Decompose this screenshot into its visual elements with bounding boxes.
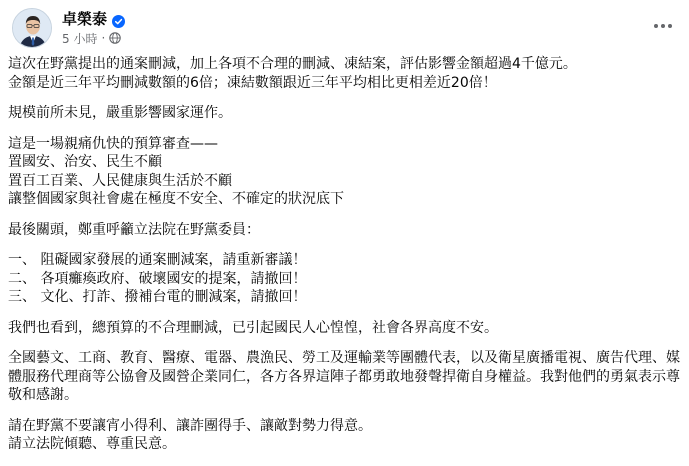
paragraph-review: [8, 135, 682, 209]
text-line: 置國安、治安、民生不顧: [8, 154, 162, 170]
post-body: [8, 55, 682, 466]
list-item: 三、 文化、打詐、撥補台電的刪減案，請撤回！: [8, 289, 307, 305]
avatar-portrait-icon: [13, 9, 52, 48]
text-line: 讓整個國家與社會處在極度不安全、不確定的狀況底下: [8, 191, 344, 207]
paragraph-groups: [8, 349, 682, 405]
post-header: [12, 8, 677, 48]
text-line: 全國藝文、工商、教育、醫療、電器、農漁民、勞工及運輸業等團體代表，以及衛星廣播電視、廣告代理、媒體服務代理商等公協會及國營企業同仁，各方各界這陣子都勇敢地發聲捍衛自身權益。我對他們的勇氣表示尊敬和感謝。: [8, 350, 680, 403]
list-item: 二、 各項癱瘓政府、破壞國安的提案，請撤回！: [8, 270, 307, 287]
text-line: 這次在野黨提出的通案刪減，加上各項不合理的刪減、凍結案，評估影響金額超過4千億元。: [8, 56, 577, 72]
post-meta: [62, 29, 121, 47]
list-item: 一、 阻礙國家發展的通案刪減案，請重新審議！: [8, 252, 307, 268]
text-line: 這是一場親痛仇快的預算審查——: [8, 135, 218, 152]
paragraph-budget-impact: [8, 55, 682, 92]
paragraph-demands-list: [8, 251, 682, 307]
paragraph-appeal: [8, 221, 682, 240]
verified-badge-icon: [112, 13, 125, 26]
globe-icon: [109, 32, 121, 44]
author-row: [62, 9, 125, 29]
more-options-button[interactable]: [649, 14, 677, 38]
meta-separator: ·: [101, 31, 106, 45]
author-avatar[interactable]: [12, 8, 52, 48]
paragraph-scale: [8, 104, 682, 123]
paragraph-public-concern: [8, 319, 682, 338]
text-line: 請在野黨不要讓宵小得利、讓詐團得手、讓敵對勢力得意。: [8, 417, 372, 434]
text-line: 金額是近三年平均刪減數額的6倍；凍結數額跟近三年平均相比更相差近20倍！: [8, 74, 497, 91]
text-line: 我們也看到，總預算的不合理刪減，已引起國民人心惶惶，社會各界高度不安。: [8, 319, 498, 336]
post-timestamp[interactable]: 5 小時: [62, 31, 98, 46]
text-line: 置百工百業、人民健康與生活於不顧: [8, 172, 232, 189]
text-line: 規模前所未見，嚴重影響國家運作。: [8, 105, 232, 121]
text-line: 最後關頭，鄭重呼籲立法院在野黨委員：: [8, 221, 260, 238]
author-name[interactable]: 卓榮泰: [62, 10, 108, 28]
text-line: 請立法院傾聽、尊重民意。: [8, 436, 176, 452]
more-horizontal-icon: [653, 23, 673, 29]
